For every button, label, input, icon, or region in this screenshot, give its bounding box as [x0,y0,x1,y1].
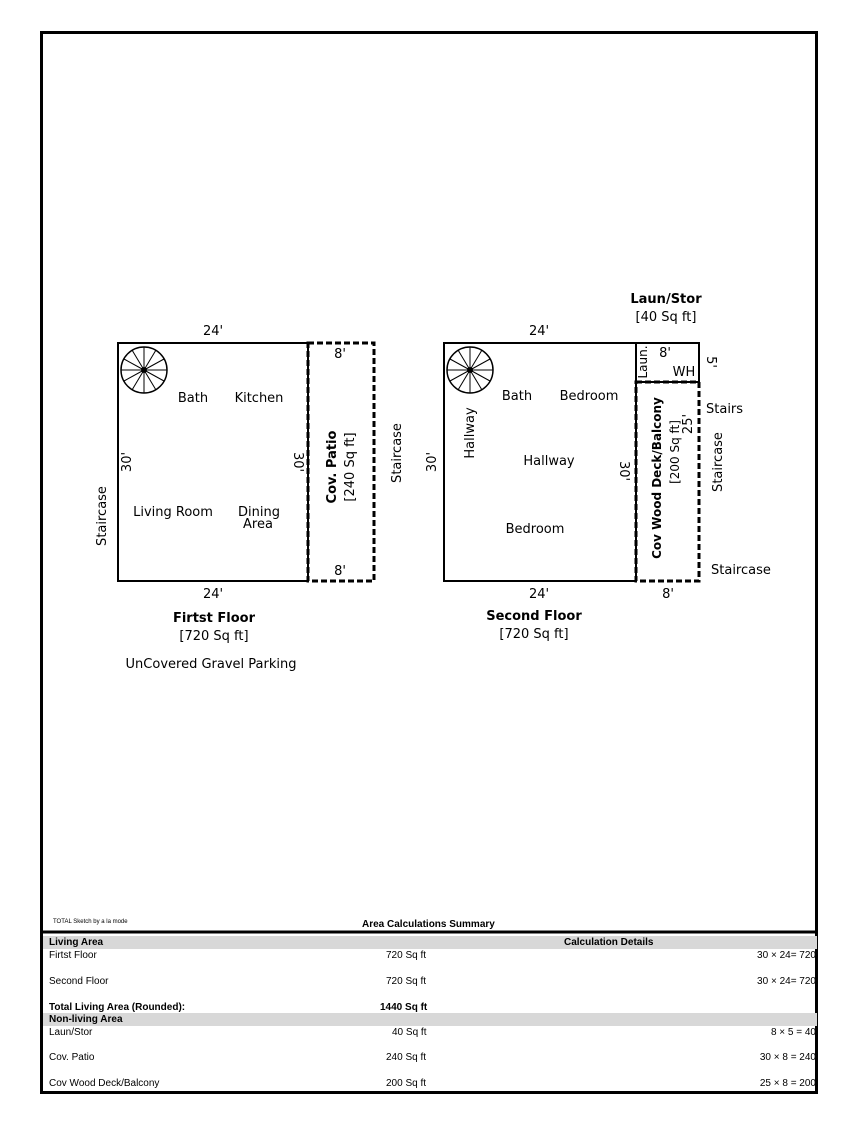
nonliving-row-name: Cov Wood Deck/Balcony [49,1078,160,1089]
laun-stor-area: [40 Sq ft] [635,310,697,325]
nonliving-header: Non-living Area [49,1014,123,1025]
ff-title: Firtst Floor [172,611,256,626]
nonliving-row-calc: 8 × 5 = 40 [770,1027,816,1038]
living-row-area: 720 Sq ft [386,976,427,987]
ff-room-bath: Bath [177,391,209,406]
sf-title: Second Floor [486,609,582,624]
ff-room-kitchen: Kitchen [234,391,284,406]
deck-dim-bottom: 8' [662,587,674,602]
summary-credit: TOTAL Sketch by a la mode [53,919,128,925]
ff-area: [720 Sq ft] [179,629,249,644]
total-living-label: Total Living Area (Rounded): [49,1002,186,1013]
nonliving-row-calc: 30 × 8 = 240 [759,1052,816,1063]
ff-dim-left: 30' [120,451,135,473]
living-row-name: Firtst Floor [49,950,97,961]
laun-dim-top: 8' [659,346,671,361]
deck-title: Cov Wood Deck/Balcony [650,397,664,559]
ff-room-dining-1: Dining [238,505,280,520]
nonliving-row-area: 200 Sq ft [386,1078,427,1089]
nonliving-row-name: Laun/Stor [49,1027,93,1038]
sf-room-bedroom-1: Bedroom [559,389,619,404]
patio-area: [240 Sq ft] [343,432,358,502]
deck-staircase-bottom: Staircase [711,563,771,578]
sf-area: [720 Sq ft] [499,627,569,642]
ff-room-dining-2: Area [243,517,273,532]
nonliving-row-calc: 25 × 8 = 200 [759,1078,816,1089]
ff-staircase-left: Staircase [95,486,110,546]
ff-dim-top: 24' [202,324,224,339]
sf-dim-bottom: 24' [528,587,550,602]
ff-dim-right: 30' [290,451,305,473]
laun-stor-title: Laun/Stor [630,292,702,307]
deck-staircase-right: Staircase [711,432,726,492]
living-row-calc: 30 × 24= 720 [757,976,816,987]
sf-dim-left: 30' [425,451,440,473]
patio-title: Cov. Patio [325,430,340,504]
deck-dim-right: 25' [681,413,696,435]
calc-details-header: Calculation Details [564,937,654,948]
nonliving-row-area: 40 Sq ft [392,1027,427,1038]
nonliving-row-area: 240 Sq ft [386,1052,427,1063]
total-living-value: 1440 Sq ft [380,1002,428,1013]
living-row-area: 720 Sq ft [386,950,427,961]
nonliving-header-bar [43,1013,817,1026]
ff-room-living: Living Room [133,505,213,520]
living-row-calc: 30 × 24= 720 [757,950,816,961]
sf-dim-top: 24' [528,324,550,339]
ff-parking: UnCovered Gravel Parking [125,657,297,672]
patio-dim-bottom: 8' [334,564,346,579]
ff-dim-bottom: 24' [202,587,224,602]
sf-hallway-side: Hallway [463,407,478,459]
sf-dim-right: 30' [616,460,631,482]
laun-label: Laun. [636,345,650,379]
laun-dim-right: 5' [703,356,718,368]
nonliving-row-name: Cov. Patio [49,1052,95,1063]
deck-stairs: Stairs [706,402,744,417]
patio-staircase: Staircase [390,423,405,483]
summary-title: Area Calculations Summary [362,919,495,930]
sf-room-hallway: Hallway [523,454,575,469]
patio-dim-top: 8' [334,347,346,362]
deck-area: [200 Sq ft] [668,420,682,484]
sf-room-bedroom-2: Bedroom [505,522,565,537]
sf-room-bath: Bath [501,389,533,404]
living-area-header-bar [43,936,817,949]
laun-wh: WH [672,365,696,380]
living-area-header: Living Area [49,937,104,948]
living-row-name: Second Floor [49,976,109,987]
